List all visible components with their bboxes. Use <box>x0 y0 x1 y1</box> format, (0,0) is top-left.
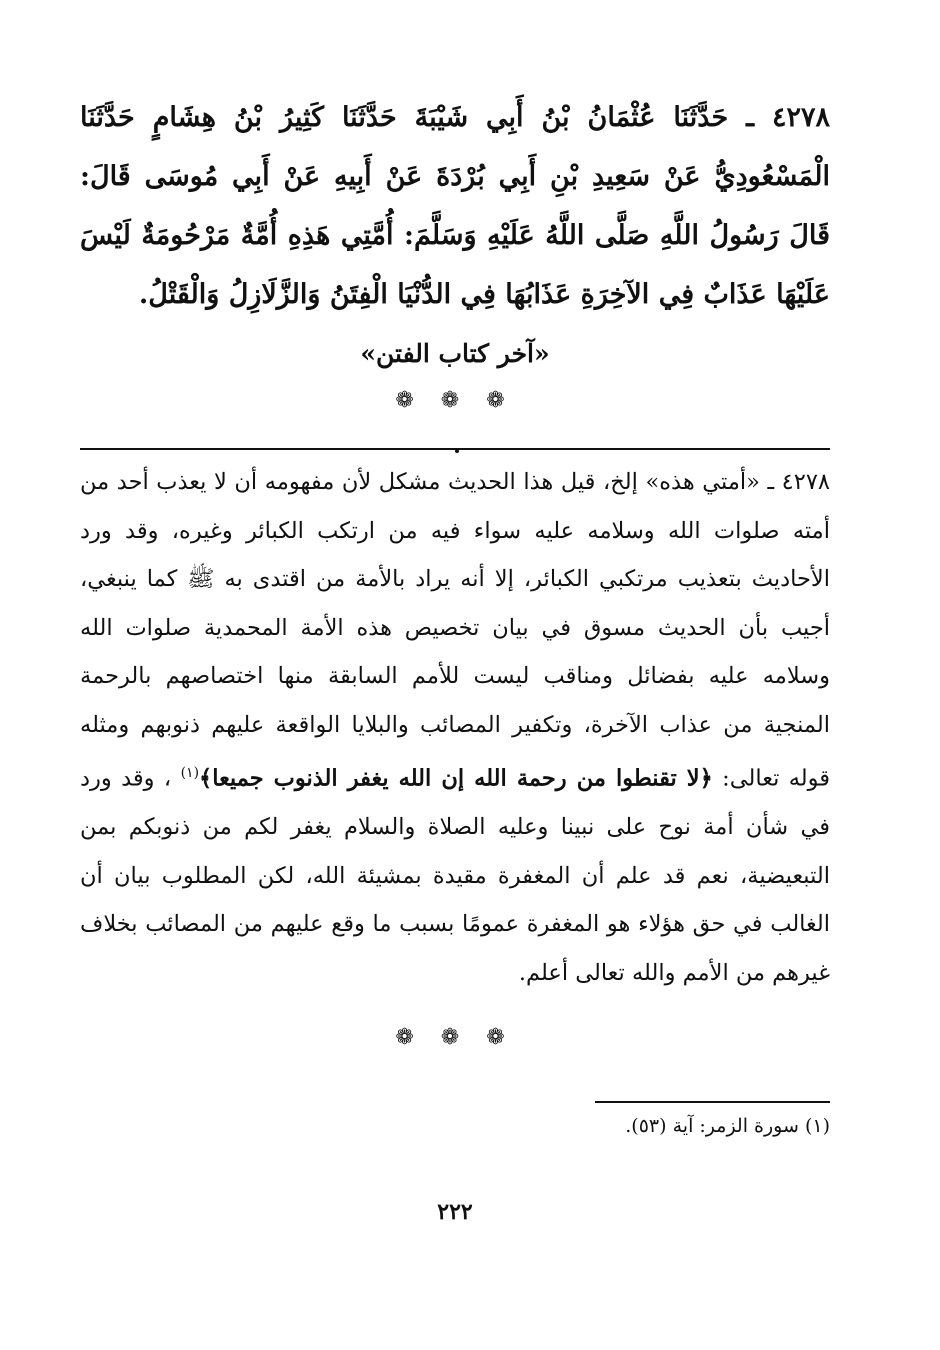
separator-stars-bottom: ❁ ❁ ❁ <box>395 1025 515 1050</box>
footnote-reference: (١) <box>180 765 200 781</box>
hadith-paragraph: ٤٢٧٨ ـ حَدَّثَنَا عُثْمَانُ بْنُ أَبِي شَيْبَةَ حَدَّثَنَا كَثِيرُ بْنُ هِشَامٍ حَدَّثَنَا الْمَسْعُودِيُّ عَنْ سَعِيدِ بْنِ أَبِي بُرْدَةَ عَنْ أَبِيهِ عَنْ أَبِي مُوسَى قَالَ: قَالَ رَسُولُ اللَّهِ صَلَّى اللَّهُ عَلَيْهِ وَسَلَّمَ: أُمَّتِي هَذِهِ أُمَّةٌ مَرْحُومَةٌ لَيْسَ عَلَيْهَا عَذَابٌ فِي الآخِرَةِ عَذَابُهَا فِي الدُّنْيَا الْفِتَنُ وَالزَّلَازِلُ وَالْقَتْلُ. <box>80 102 830 310</box>
quran-verse: ﴿لا تقنطوا من رحمة الله إن الله يغفر الذنوب جميعا﴾ <box>199 765 713 792</box>
commentary-text <box>80 458 830 997</box>
page-number: ٢٢٢ <box>437 1199 473 1225</box>
chapter-end-title: «آخر كتاب الفتن» <box>360 339 550 368</box>
footnote: (١) سورة الزمر: آية (٥٣). <box>625 1115 830 1137</box>
commentary-part-2: ، وقد ورد في شأن أمة نوح على نبينا وعليه الصلاة والسلام يغفر لكم من ذنوبكم بمن التبعيضية، نعم قد علم أن المغفرة مقيدة بمشيئة الله، لكن المطلوب بيان أن الغالب في حق هؤلاء هو المغفرة عمومًا بسبب ما وقع عليهم من المصائب بخلاف غيرهم من الأمم والله تعالى أعلم. <box>80 765 830 986</box>
footnote-divider <box>595 1101 830 1103</box>
hadith-text <box>80 88 830 324</box>
page <box>80 88 830 1225</box>
commentary-divider <box>80 448 830 450</box>
separator-stars-top: ❁ ❁ ❁ <box>395 388 515 413</box>
commentary-part-1: ٤٢٧٨ ـ «أمتي هذه» إلخ، قيل هذا الحديث مشكل لأن مفهومه أن لا يعذب أحد من أمته صلوات الله وسلامه عليه سواء فيه من ارتكب الكبائر وغيره، وقد ورد الأحاديث بتعذيب مرتكبي الكبائر، إلا أنه يراد بالأمة من اقتدى به ﷺ كما ينبغي، أجيب بأن الحديث مسوق في بيان تخصيص هذه الأمة المحمدية صلوات الله وسلامه عليه بفضائل ومناقب ليست للأمم السابقة منها اختصاصهم بالرحمة المنجية من عذاب الآخرة، وتكفير المصائب والبلايا الواقعة عليهم ذنوبهم ومثله قوله تعالى: <box>80 469 830 792</box>
commentary-paragraph <box>80 458 830 997</box>
divider-dot <box>455 449 459 453</box>
